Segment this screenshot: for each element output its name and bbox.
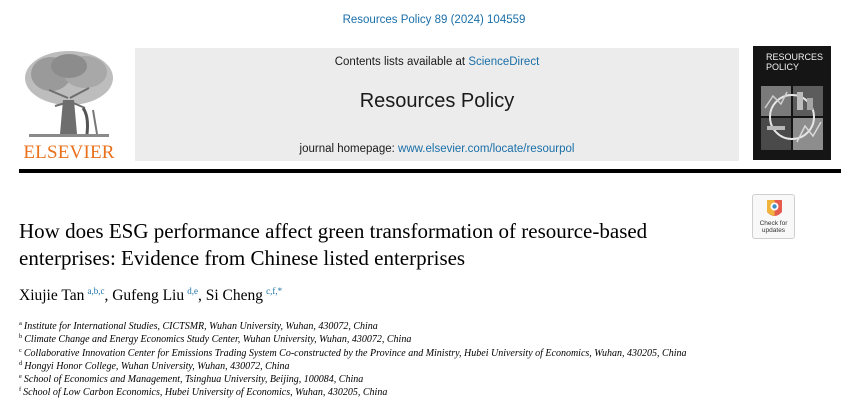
author-name: Gufeng Liu: [112, 287, 185, 304]
affiliation-mark: d: [19, 359, 23, 367]
crossmark-icon: [765, 198, 784, 220]
cover-image: [753, 46, 831, 160]
affiliation-text: School of Economics and Management, Tsinghua University, Beijing, 100084, China: [23, 374, 364, 386]
affiliation-mark: b: [19, 333, 23, 341]
contents-prefix: Contents lists available at: [334, 56, 466, 68]
author-name: Si Cheng: [205, 287, 263, 304]
journal-homepage-link[interactable]: www.elsevier.com/locate/resourpol: [398, 143, 575, 155]
journal-homepage: [135, 143, 739, 155]
author-separator: ,: [104, 287, 109, 304]
cover-title-line-1: RESOURCES: [766, 52, 824, 62]
author-affiliation-marks[interactable]: d,e: [187, 286, 198, 296]
sciencedirect-link[interactable]: ScienceDirect: [468, 56, 540, 68]
elsevier-wordmark: ELSEVIER: [23, 142, 115, 163]
affiliation-text: Hongyi Honor College, Wuhan University, Wuhan, 430072, China: [24, 360, 290, 372]
article-title: [19, 218, 739, 272]
crossmark-label: [753, 220, 794, 234]
author-name: Xiujie Tan: [19, 287, 85, 304]
author-list: [19, 286, 719, 305]
affiliation-item: [19, 373, 849, 386]
affiliation-mark: e: [19, 373, 22, 381]
author-affiliation-marks[interactable]: c,f,*: [266, 286, 283, 296]
affiliation-mark: c: [19, 346, 22, 354]
affiliation-list: [19, 320, 849, 400]
author[interactable]: [19, 287, 108, 304]
affiliation-mark: f: [19, 386, 22, 394]
article-title-line-1: How does ESG performance affect green transformation of resource-based: [19, 219, 648, 243]
author-separator: ,: [197, 287, 202, 304]
check-for-updates-button[interactable]: [752, 194, 795, 239]
affiliation-item: [19, 320, 849, 333]
affiliation-item: [19, 333, 849, 346]
crossmark-line-1: Check for: [759, 220, 788, 227]
journal-citation[interactable]: Resources Policy 89 (2024) 104559: [342, 14, 526, 26]
affiliation-text: Institute for International Studies, CICTSMR, Wuhan University, Wuhan, 430072, China: [23, 321, 378, 332]
affiliation-item: [19, 347, 849, 360]
elsevier-logo[interactable]: [19, 48, 119, 162]
article-title-line-2: enterprises: Evidence from Chinese listed enterprises: [19, 246, 466, 270]
author-affiliation-marks[interactable]: a,b,c: [87, 286, 105, 296]
affiliation-item: [19, 360, 849, 373]
journal-name[interactable]: Resources Policy: [359, 90, 515, 112]
affiliation-text: Climate Change and Energy Economics Study Center, Wuhan University, Wuhan, 430072, China: [24, 334, 412, 346]
author[interactable]: [112, 287, 202, 304]
header-divider: [19, 169, 841, 173]
affiliation-text: Collaborative Innovation Center for Emissions Trading System Co-constructed by the Province and Ministry, Hubei University of Economics, Wuhan, 430205, China: [23, 347, 687, 359]
homepage-prefix: journal homepage:: [299, 143, 395, 155]
affiliation-item: [19, 386, 849, 399]
affiliation-text: School of Low Carbon Economics, Hubei University of Economics, Wuhan, 430205, China: [23, 387, 388, 399]
crossmark-line-2: updates: [761, 227, 786, 234]
cover-title-line-2: POLICY: [766, 62, 800, 72]
affiliation-mark: a: [19, 320, 22, 327]
contents-availability: [135, 56, 739, 68]
elsevier-tree-icon: [19, 48, 119, 140]
journal-cover[interactable]: [753, 46, 831, 160]
author[interactable]: [206, 287, 282, 304]
journal-header-panel: [135, 48, 739, 161]
